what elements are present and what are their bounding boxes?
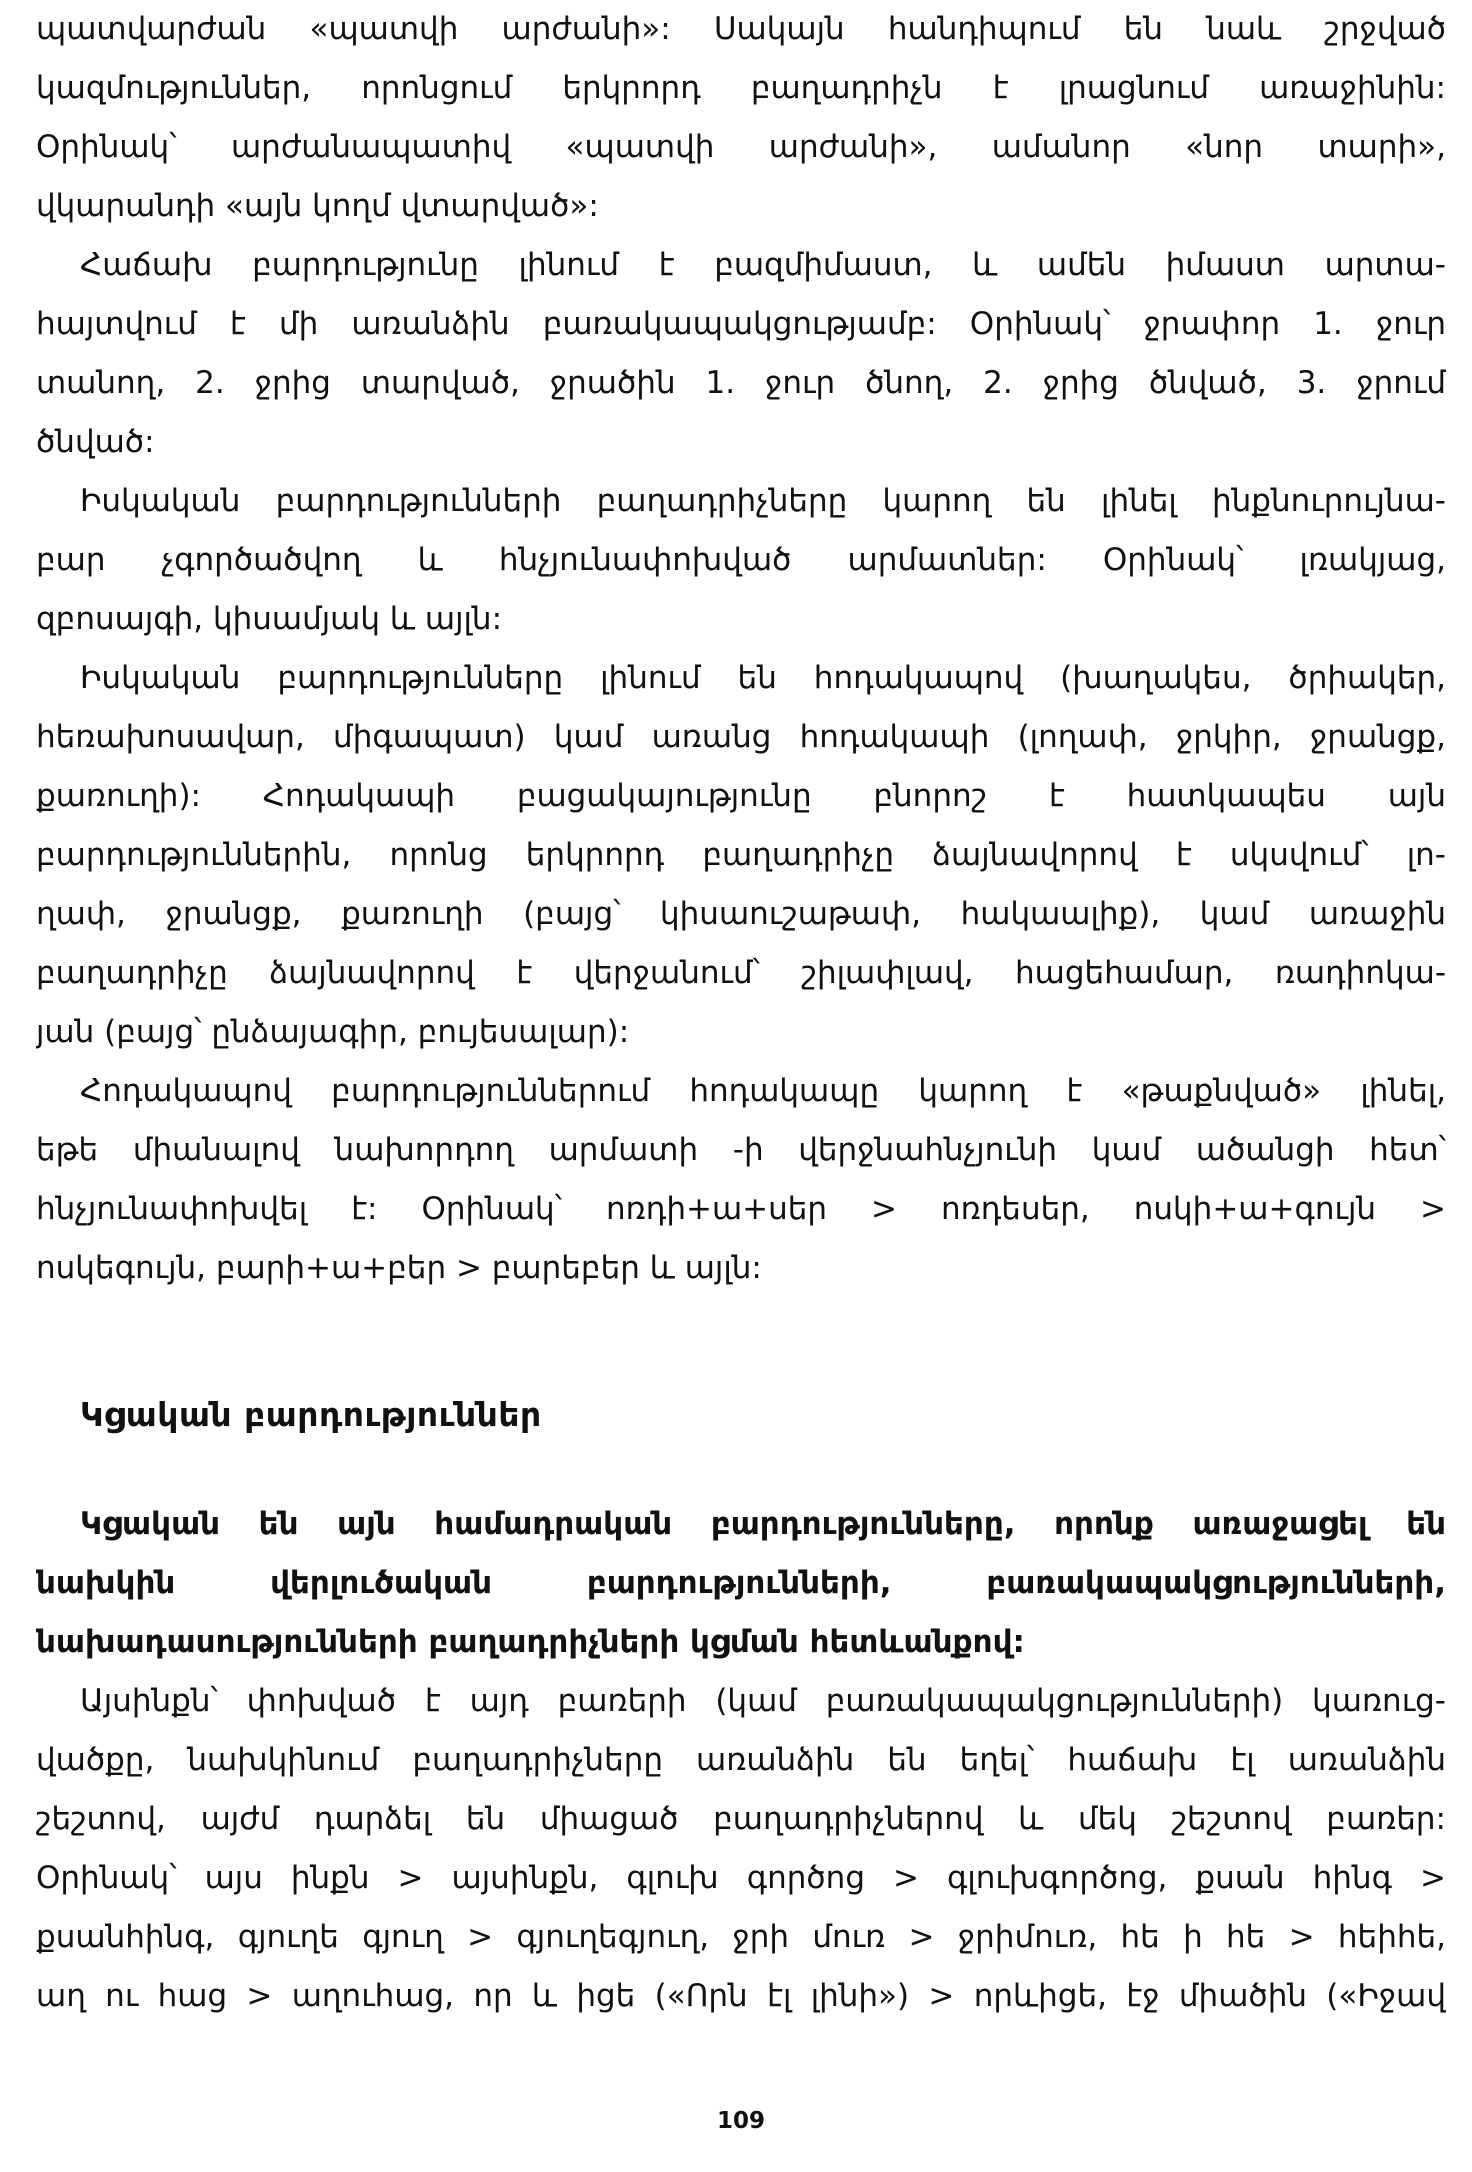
text-line: բաղադրիչը ձայնավորով է վերջանում՝ շիլափլավ, հացեհամար, ռադիոկա- [36, 955, 1446, 991]
text-line: վածքը, նախկինում բաղադրիչները առանձին են եղել՝ հաճախ էլ առանձին [36, 1742, 1446, 1778]
text-line: ծնված: [36, 424, 155, 460]
section-heading: Կցական բարդություններ [80, 1395, 542, 1434]
text-line: Այսինքն՝ փոխված է այդ բառերի (կամ բառակապակցությունների) կառուց- [80, 1683, 1446, 1719]
page-number: 109 [716, 2108, 765, 2134]
text-line: կազմություններ, որոնցում երկրորդ բաղադրիչն է լրացնում առաջինին: [36, 70, 1446, 106]
text-line: աղ ու հաց > աղուհաց, որ և իցե («Որն էլ լինի») > որևիցե, էջ միածին («Իջավ [36, 1978, 1446, 2014]
document-page [36, 0, 1446, 2172]
text-line: Իսկական բարդությունները լինում են հոդակապով (խաղակես, ծրիակեր, [80, 660, 1446, 696]
text-line: տանող, 2. ջրից տարված, ջրածին 1. ջուր ծնող, 2. ջրից ծնված, 3. ջրում [36, 365, 1446, 401]
text-line: Օրինակ՝ արժանապատիվ «պատվի արժանի», ամանոր «նոր տարի», [36, 129, 1446, 165]
text-line: ոսկեգույն, բարի+ա+բեր > բարեբեր և այլն: [36, 1250, 762, 1286]
text-line: եթե միանալով նախորդող արմատի -ի վերջնահնչյունի կամ ածանցի հետ՝ [36, 1132, 1446, 1168]
text-line: շեշտով, այժմ դարձել են միացած բաղադրիչներով և մեկ շեշտով բառեր: [36, 1801, 1446, 1837]
text-line: Հաճախ բարդությունը լինում է բազմիմաստ, և ամեն իմաստ արտա- [80, 247, 1446, 283]
text-line: բարդություններին, որոնց երկրորդ բաղադրիչը ձայնավորով է սկսվում՝ լո- [36, 837, 1446, 873]
text-line: Օրինակ՝ այս ինքն > այսինքն, գլուխ գործոց > գլուխգործոց, քսան հինգ > [36, 1860, 1446, 1896]
body-text-block [36, 0, 1446, 1298]
text-line: քառուղի): Հոդակապի բացակայությունը բնորոշ է հատկապես այն [36, 778, 1446, 814]
body-text-block [36, 1672, 1446, 2026]
text-line: Հոդակապով բարդություններում հոդակապը կարող է «թաքնված» լինել, [80, 1073, 1446, 1109]
text-line: բար չգործածվող և հնչյունափոխված արմատներ: Օրինակ՝ լռակյաց, [36, 542, 1446, 578]
text-line: Իսկական բարդությունների բաղադրիչները կարող են լինել ինքնուրույնա- [80, 483, 1446, 519]
text-line: հեռախոսավար, միգապատ) կամ առանց հոդակապի (լողափ, ջրկիր, ջրանցք, [36, 719, 1446, 755]
text-line: նախկին վերլուծական բարդությունների, բառակապակցությունների, [36, 1565, 1446, 1601]
text-line: քսանհինգ, գյուղե գյուղ > գյուղեգյուղ, ջրի մուռ > ջրիմուռ, հե ի հե > հեիհե, [36, 1919, 1446, 1955]
text-line: ղափ, ջրանցք, քառուղի (բայց՝ կիսաուշաթափ, հակաալիք), կամ առաջին [36, 896, 1446, 932]
text-line: նախադասությունների բաղադրիչների կցման հետևանքով: [36, 1624, 1025, 1660]
text-line: զբոսայգի, կիսամյակ և այլն: [36, 601, 503, 637]
text-line: վկարանդի «այն կողմ վտարված»: [36, 188, 599, 224]
text-line: պատվարժան «պատվի արժանի»: Սակայն հանդիպում են նաև շրջված [36, 11, 1446, 47]
text-line: Կցական են այն համադրական բարդությունները, որոնք առաջացել են [80, 1506, 1446, 1542]
text-line: հնչյունափոխվել է: Օրինակ՝ ոռդի+ա+սեր > ոռդեսեր, ոսկի+ա+գույն > [36, 1191, 1446, 1227]
text-line: յան (բայց՝ ընձայագիր, բույեսալար): [36, 1014, 630, 1050]
text-line: հայտվում է մի առանձին բառակապակցությամբ: Օրինակ՝ ջրափոր 1. ջուր [36, 306, 1446, 342]
definition-block [36, 1495, 1446, 1672]
